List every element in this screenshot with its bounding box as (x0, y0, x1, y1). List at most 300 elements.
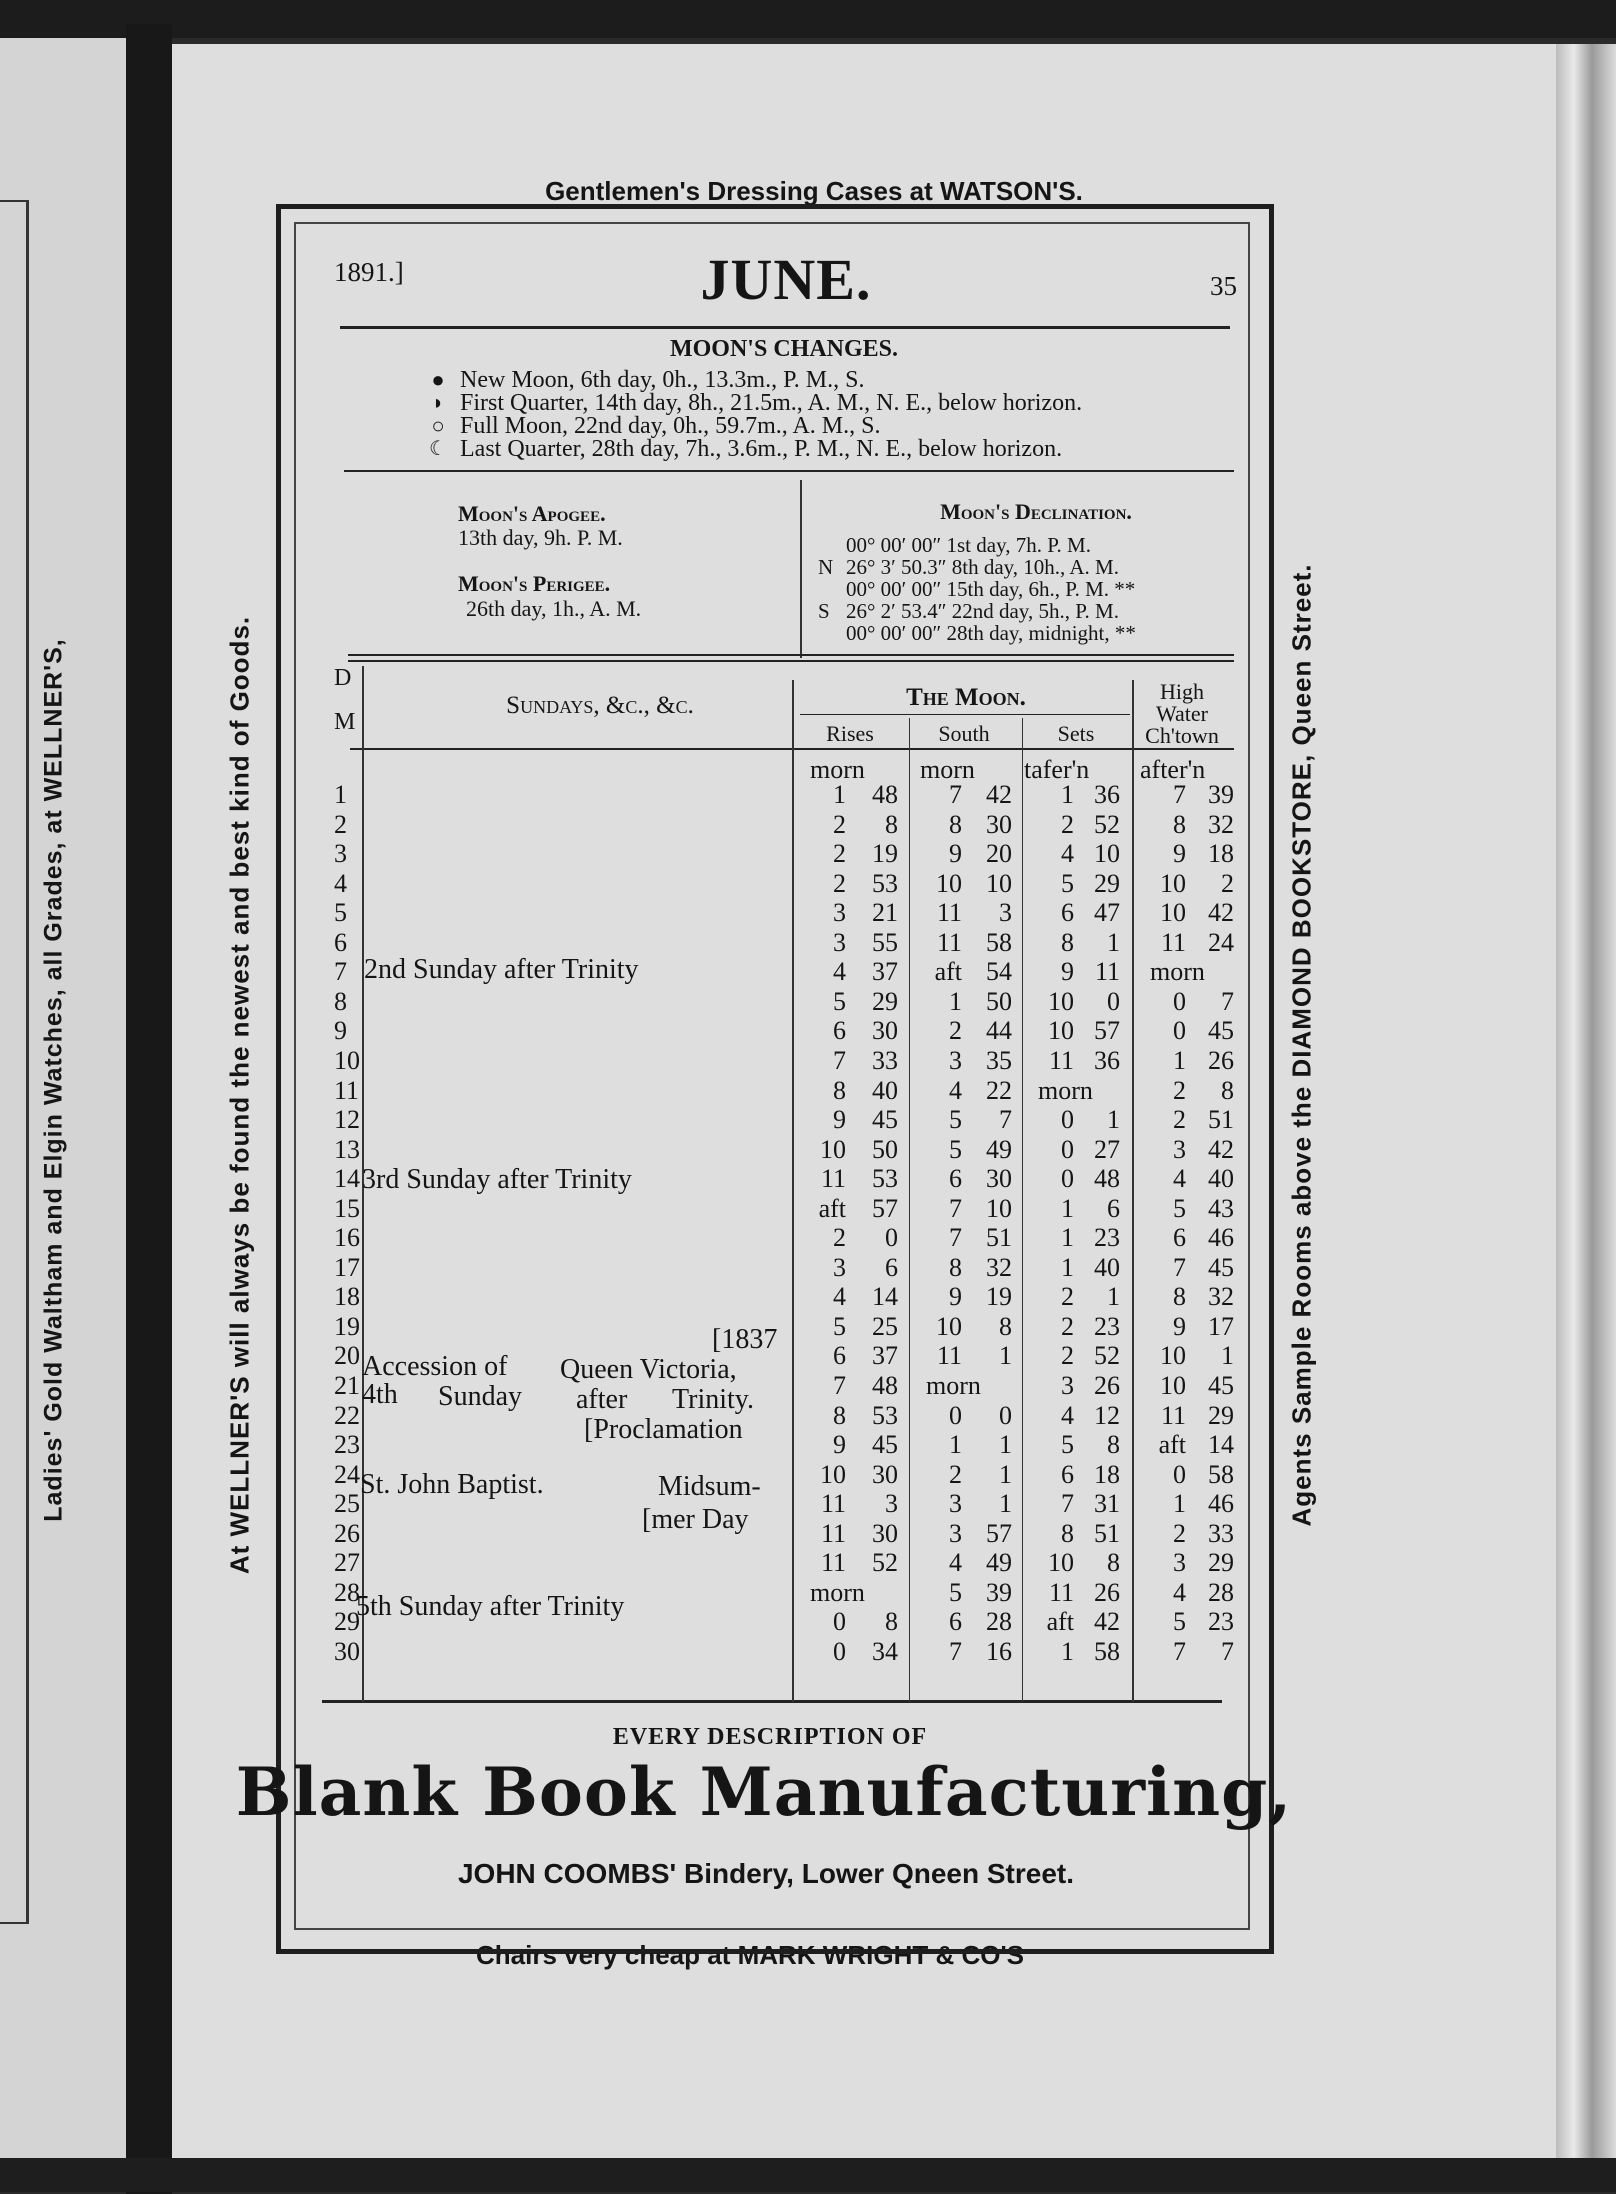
rises-minute: 53 (872, 1401, 898, 1430)
water-hour: 0 (1173, 1460, 1186, 1489)
rises-minute: 48 (872, 780, 898, 809)
water-hour: 3 (1173, 1548, 1186, 1577)
last-quarter-icon: ☾ (429, 438, 447, 460)
rises-minute: 53 (872, 869, 898, 898)
event-day-21-d: Trinity. (672, 1384, 754, 1415)
event-day-7: 2nd Sunday after Trinity (364, 954, 639, 985)
water-minute: 51 (1208, 1105, 1234, 1134)
day-number: 21 (334, 1371, 360, 1400)
declination-prefix-2: N (818, 555, 834, 579)
rises-hour: 3 (833, 928, 846, 957)
table-row (0, 954, 1616, 987)
south-minute: 39 (986, 1578, 1012, 1607)
rises-minute: 53 (872, 1164, 898, 1193)
rises-hour: 11 (820, 1519, 846, 1548)
day-number: 13 (334, 1135, 360, 1164)
day-number: 18 (334, 1282, 360, 1311)
sets-minute: 6 (1107, 1194, 1120, 1223)
rises-hour: 7 (833, 1371, 846, 1400)
event-day-24-a: St. John Baptist. (360, 1469, 544, 1500)
rises-minute: 21 (872, 898, 898, 927)
water-hour: 2 (1173, 1519, 1186, 1548)
water-minute: 42 (1208, 1135, 1234, 1164)
rises-minute: 8 (885, 1607, 898, 1636)
day-number: 20 (334, 1341, 360, 1370)
sets-hour: 0 (1061, 1135, 1074, 1164)
sets-hour: 4 (1061, 1401, 1074, 1430)
day-number: 12 (334, 1105, 360, 1134)
south-hour: aft (934, 957, 962, 986)
rises-hour: 11 (820, 1489, 846, 1518)
water-minute: 18 (1208, 839, 1234, 868)
day-number: 3 (334, 839, 347, 868)
table-row (0, 1578, 1616, 1608)
south-hour: 2 (949, 1016, 962, 1045)
table-top-rule-1 (348, 654, 1234, 656)
sets-minute: 0 (1107, 987, 1120, 1016)
water-minute: 2 (1221, 869, 1234, 898)
south-minute: 30 (986, 810, 1012, 839)
day-number: 5 (334, 898, 347, 927)
south-minute: 10 (986, 869, 1012, 898)
rises-hour: 10 (820, 1460, 846, 1489)
sets-minute: 26 (1094, 1371, 1120, 1400)
water-minute: 7 (1221, 987, 1234, 1016)
day-number: 7 (334, 957, 347, 986)
sets-minute: 1 (1107, 1282, 1120, 1311)
table-row (0, 839, 1616, 869)
table-row (0, 1637, 1616, 1667)
col-sundays: Sundays, &c., &c. (506, 692, 694, 719)
event-day-20-b: Queen Victoria, (560, 1354, 737, 1385)
day-number: 8 (334, 987, 347, 1016)
year-label: 1891.] (334, 257, 404, 287)
south-hour: 1 (949, 987, 962, 1016)
footer-ad: Chairs very cheap at MARK WRIGHT & CO'S (476, 1940, 1024, 1970)
rises-minute: 19 (872, 839, 898, 868)
south-minute: 50 (986, 987, 1012, 1016)
water-hour: 10 (1160, 1371, 1186, 1400)
water-minute: 26 (1208, 1046, 1234, 1075)
event-day-28: 5th Sunday after Trinity (356, 1591, 625, 1622)
south-hour: 11 (936, 898, 962, 927)
south-hour: 7 (949, 1637, 962, 1666)
table-row (0, 780, 1616, 810)
water-hour: 2 (1173, 1076, 1186, 1105)
sets-minute: 12 (1094, 1401, 1120, 1430)
facing-page-ad: Ladies' Gold Waltham and Elgin Watches, all Grades, at WELLNER'S, (39, 638, 68, 1522)
sets-hour: 1 (1061, 1194, 1074, 1223)
rises-minute: 25 (872, 1312, 898, 1341)
south-hour: 9 (949, 839, 962, 868)
water-minute: 46 (1208, 1223, 1234, 1252)
south-hour: 3 (949, 1489, 962, 1518)
day-number: 28 (334, 1578, 360, 1607)
water-minute: 42 (1208, 898, 1234, 927)
rises-hour: 2 (833, 839, 846, 868)
south-minute: 58 (986, 928, 1012, 957)
table-row (0, 1607, 1616, 1637)
full-moon-text: Full Moon, 22nd day, 0h., 59.7m., A. M., S. (460, 413, 881, 439)
day-number: 11 (334, 1076, 360, 1105)
moon-changes-rule (344, 470, 1234, 472)
sets-minute: 18 (1094, 1460, 1120, 1489)
event-day-21-b: Sunday (438, 1381, 522, 1412)
water-hour: 2 (1173, 1105, 1186, 1134)
subheader-rises: morn (810, 755, 865, 784)
sets-hour: 1 (1061, 1223, 1074, 1252)
rises-minute: 45 (872, 1430, 898, 1459)
south-hour: 7 (949, 1194, 962, 1223)
rises-hour: 5 (833, 1312, 846, 1341)
sets-hour: 6 (1061, 1460, 1074, 1489)
water-minute: 1 (1221, 1341, 1234, 1370)
sets-minute: 58 (1094, 1637, 1120, 1666)
sets-hour: 5 (1061, 1430, 1074, 1459)
water-minute: 40 (1208, 1164, 1234, 1193)
rises-hour: 4 (833, 957, 846, 986)
sets-minute: 31 (1094, 1489, 1120, 1518)
water-hour: 11 (1160, 1401, 1186, 1430)
south-minute: 35 (986, 1046, 1012, 1075)
water-minute: 14 (1208, 1430, 1234, 1459)
declination-line-2: 26° 3′ 50.3″ 8th day, 10h., A. M. (846, 555, 1119, 579)
south-minute: 49 (986, 1548, 1012, 1577)
day-number: 19 (334, 1312, 360, 1341)
water-minute: 46 (1208, 1489, 1234, 1518)
sets-minute: 57 (1094, 1016, 1120, 1045)
table-row (0, 1460, 1616, 1490)
col-high-water-1: High (1160, 679, 1204, 704)
water-minute: 8 (1221, 1076, 1234, 1105)
rises-minute: 48 (872, 1371, 898, 1400)
south-hour: 5 (949, 1135, 962, 1164)
south-hour: 11 (936, 1341, 962, 1370)
subheader-sets: tafer'n (1024, 755, 1090, 784)
new-moon-text: New Moon, 6th day, 0h., 13.3m., P. M., S. (460, 367, 865, 393)
water-minute: 45 (1208, 1016, 1234, 1045)
water-hour: 9 (1173, 1312, 1186, 1341)
day-number: 16 (334, 1223, 360, 1252)
water-minute: 32 (1208, 810, 1234, 839)
south-hour: 9 (949, 1282, 962, 1311)
rises-minute: 34 (872, 1637, 898, 1666)
subheader-water: after'n (1140, 755, 1206, 784)
sets-hour: 11 (1048, 1046, 1074, 1075)
water-minute: 29 (1208, 1548, 1234, 1577)
declination-title: Moon's Declination. (940, 499, 1132, 524)
water-minute: 29 (1208, 1401, 1234, 1430)
south-hour: 6 (949, 1607, 962, 1636)
south-minute: 16 (986, 1637, 1012, 1666)
water-hour: 9 (1173, 839, 1186, 868)
table-row (0, 869, 1616, 899)
sets-hour: 10 (1048, 1548, 1074, 1577)
table-top-rule-2 (348, 660, 1234, 662)
rises-hour: 3 (833, 898, 846, 927)
rises-minute: 6 (885, 1253, 898, 1282)
sets-hour: 2 (1061, 1341, 1074, 1370)
rises-hour: 10 (820, 1135, 846, 1164)
day-number: 25 (334, 1489, 360, 1518)
rises-hour: 0 (833, 1637, 846, 1666)
south-hour: 10 (936, 1312, 962, 1341)
sets-hour: aft (1046, 1607, 1074, 1636)
table-row (0, 1430, 1616, 1460)
south-minute: 1 (999, 1341, 1012, 1370)
south-minute: 1 (999, 1430, 1012, 1459)
south-hour: 4 (949, 1548, 962, 1577)
rises-minute: 37 (872, 957, 898, 986)
south-hour: 1 (949, 1430, 962, 1459)
col-high-water-2: Water (1156, 701, 1208, 726)
full-moon-icon: ○ (431, 413, 445, 438)
day-number: 9 (334, 1016, 347, 1045)
table-row (0, 810, 1616, 840)
table-row (0, 1105, 1616, 1135)
rises-hour: 7 (833, 1046, 846, 1075)
col-moon: The Moon. (906, 684, 1026, 711)
south-hour: 5 (949, 1105, 962, 1134)
col-dm-top: D (334, 665, 352, 691)
day-number: 2 (334, 810, 347, 839)
south-minute: 1 (999, 1460, 1012, 1489)
table-bottom-rule (322, 1700, 1222, 1703)
rises-minute: 3 (885, 1489, 898, 1518)
south-minute: 30 (986, 1164, 1012, 1193)
water-minute: 24 (1208, 928, 1234, 957)
ad-line-2: Blank Book Manufacturing, (235, 1753, 1293, 1831)
rises-hour: 6 (833, 1016, 846, 1045)
south-hour: 10 (936, 869, 962, 898)
table-row (0, 1135, 1616, 1165)
sets-minute: 26 (1094, 1578, 1120, 1607)
day-number: 6 (334, 928, 347, 957)
rises-hour: 4 (833, 1282, 846, 1311)
sets-hour: 7 (1061, 1489, 1074, 1518)
event-day-25: [mer Day (642, 1504, 749, 1535)
day-number: 1 (334, 780, 347, 809)
left-side-ad: At WELLNER'S will always be found the newest and best kind of Goods. (224, 615, 255, 1575)
rises-hour: 3 (833, 1253, 846, 1282)
event-day-20-a: Accession of (362, 1351, 508, 1382)
water-minute: 45 (1208, 1371, 1234, 1400)
south-hour: 11 (936, 928, 962, 957)
table-row (0, 1046, 1616, 1076)
sets-hour: 0 (1061, 1164, 1074, 1193)
water-minute: 28 (1208, 1578, 1234, 1607)
moon-subheader-rule (800, 714, 1130, 715)
water-hour: aft (1158, 1430, 1186, 1459)
south-minute: 54 (986, 957, 1012, 986)
sets-hour: 1 (1061, 1253, 1074, 1282)
event-day-21-c: after (576, 1384, 628, 1415)
apogee-text: 13th day, 9h. P. M. (458, 525, 623, 550)
rises-hour: 11 (820, 1548, 846, 1577)
rises-hour: 8 (833, 1076, 846, 1105)
rises-minute: 30 (872, 1016, 898, 1045)
table-row (0, 928, 1616, 958)
water-hour: 5 (1173, 1194, 1186, 1223)
new-moon-icon: ● (431, 367, 445, 392)
header-ad: Gentlemen's Dressing Cases at WATSON'S. (545, 176, 1083, 206)
day-number: 17 (334, 1253, 360, 1282)
first-quarter-text: First Quarter, 14th day, 8h., 21.5m., A. M., N. E., below horizon. (460, 390, 1083, 416)
perigee-title: Moon's Perigee. (458, 571, 611, 596)
sets-minute: 51 (1094, 1519, 1120, 1548)
rises-hour: 1 (833, 780, 846, 809)
event-day-22: [Proclamation (584, 1414, 743, 1445)
event-day-21-a: 4th (362, 1379, 398, 1410)
south-minute: 8 (999, 1312, 1012, 1341)
day-number: 22 (334, 1401, 360, 1430)
day-number: 30 (334, 1637, 360, 1666)
table-row (0, 1253, 1616, 1283)
sets-hour: 1 (1061, 780, 1074, 809)
declination-prefix-4: S (818, 599, 830, 623)
perigee-text: 26th day, 1h., A. M. (466, 596, 642, 621)
col-dm-bottom: M (334, 709, 356, 735)
table-row (0, 1312, 1616, 1342)
rises-minute: 0 (885, 1223, 898, 1252)
south-minute: 28 (986, 1607, 1012, 1636)
sets-hour: 4 (1061, 839, 1074, 868)
water-hour: 11 (1160, 928, 1186, 957)
south-hour: 8 (949, 1253, 962, 1282)
sets-minute: 11 (1094, 957, 1120, 986)
south-hour: 5 (949, 1578, 962, 1607)
table-row (0, 1194, 1616, 1224)
event-day-24-b: Midsum- (658, 1471, 761, 1502)
sets-minute: 27 (1094, 1135, 1120, 1164)
rises-minute: 50 (872, 1135, 898, 1164)
rises-hour: morn (810, 1578, 865, 1607)
table-row (0, 1371, 1616, 1401)
water-hour: 8 (1173, 810, 1186, 839)
rises-minute: 8 (885, 810, 898, 839)
south-minute: 49 (986, 1135, 1012, 1164)
sets-minute: 23 (1094, 1312, 1120, 1341)
sets-minute: 8 (1107, 1430, 1120, 1459)
water-minute: 17 (1208, 1312, 1234, 1341)
south-minute: 42 (986, 780, 1012, 809)
rises-minute: 40 (872, 1076, 898, 1105)
rises-hour: 2 (833, 869, 846, 898)
rises-hour: aft (818, 1194, 846, 1223)
sets-minute: 29 (1094, 869, 1120, 898)
south-minute: 22 (986, 1076, 1012, 1105)
south-minute: 57 (986, 1519, 1012, 1548)
rises-hour: 2 (833, 810, 846, 839)
water-hour: morn (1150, 957, 1205, 986)
table-row (0, 1519, 1616, 1549)
south-hour: 3 (949, 1519, 962, 1548)
water-hour: 5 (1173, 1607, 1186, 1636)
sets-minute: 52 (1094, 1341, 1120, 1370)
rises-hour: 6 (833, 1341, 846, 1370)
south-minute: 44 (986, 1016, 1012, 1045)
rises-hour: 8 (833, 1401, 846, 1430)
table-row (0, 1489, 1616, 1519)
water-hour: 0 (1173, 987, 1186, 1016)
water-hour: 1 (1173, 1489, 1186, 1518)
south-hour: 8 (949, 810, 962, 839)
water-hour: 1 (1173, 1046, 1186, 1075)
table-row (0, 1401, 1616, 1431)
day-number: 24 (334, 1460, 360, 1489)
ad-line-1: EVERY DESCRIPTION OF (612, 1724, 928, 1750)
sets-minute: 36 (1094, 1046, 1120, 1075)
rises-minute: 29 (872, 987, 898, 1016)
day-number: 23 (334, 1430, 360, 1459)
table-row (0, 898, 1616, 928)
sets-hour: 5 (1061, 869, 1074, 898)
col-high-water-3: Ch'town (1145, 723, 1219, 748)
rises-minute: 33 (872, 1046, 898, 1075)
sets-hour: 6 (1061, 898, 1074, 927)
scan-bottom-border (0, 2158, 1616, 2192)
south-minute: 20 (986, 839, 1012, 868)
declination-line-4: 26° 2′ 53.4″ 22nd day, 5h., P. M. (846, 599, 1119, 623)
sets-minute: 40 (1094, 1253, 1120, 1282)
table-row (0, 1164, 1616, 1194)
sets-minute: 42 (1094, 1607, 1120, 1636)
declination-line-5: 00° 00′ 00″ 28th day, midnight, ** (846, 621, 1136, 645)
water-minute: 43 (1208, 1194, 1234, 1223)
south-hour: 7 (949, 780, 962, 809)
rises-minute: 55 (872, 928, 898, 957)
day-number: 4 (334, 869, 347, 898)
water-hour: 3 (1173, 1135, 1186, 1164)
table-row (0, 1341, 1616, 1371)
water-hour: 7 (1173, 1637, 1186, 1666)
col-sets: Sets (1057, 721, 1095, 746)
table-row (0, 1223, 1616, 1253)
water-minute: 45 (1208, 1253, 1234, 1282)
col-south: South (938, 721, 990, 746)
sets-hour: 0 (1061, 1105, 1074, 1134)
day-number: 26 (334, 1519, 360, 1548)
sets-hour: 2 (1061, 1282, 1074, 1311)
table-row (0, 1076, 1616, 1106)
sets-hour: 8 (1061, 928, 1074, 957)
water-minute: 39 (1208, 780, 1234, 809)
table-row (0, 987, 1616, 1017)
day-number: 10 (334, 1046, 360, 1075)
declination-line-3: 00° 00′ 00″ 15th day, 6h., P. M. ** (846, 577, 1136, 601)
south-hour: 6 (949, 1164, 962, 1193)
water-minute: 23 (1208, 1607, 1234, 1636)
south-minute: 0 (999, 1401, 1012, 1430)
south-minute: 10 (986, 1194, 1012, 1223)
water-hour: 4 (1173, 1164, 1186, 1193)
day-number: 14 (334, 1164, 360, 1193)
south-hour: 0 (949, 1401, 962, 1430)
sets-hour: morn (1038, 1076, 1093, 1105)
moon-changes-title: MOON'S CHANGES. (669, 336, 899, 362)
south-minute: 32 (986, 1253, 1012, 1282)
rises-minute: 57 (872, 1194, 898, 1223)
ad-line-3: JOHN COOMBS' Bindery, Lower Qneen Street. (457, 1858, 1075, 1889)
water-hour: 10 (1160, 1341, 1186, 1370)
page-number: 35 (1210, 271, 1237, 301)
table-row (0, 1282, 1616, 1312)
table-row (0, 1016, 1616, 1046)
water-hour: 10 (1160, 898, 1186, 927)
south-minute: 1 (999, 1489, 1012, 1518)
sets-hour: 2 (1061, 810, 1074, 839)
south-hour: morn (926, 1371, 981, 1400)
